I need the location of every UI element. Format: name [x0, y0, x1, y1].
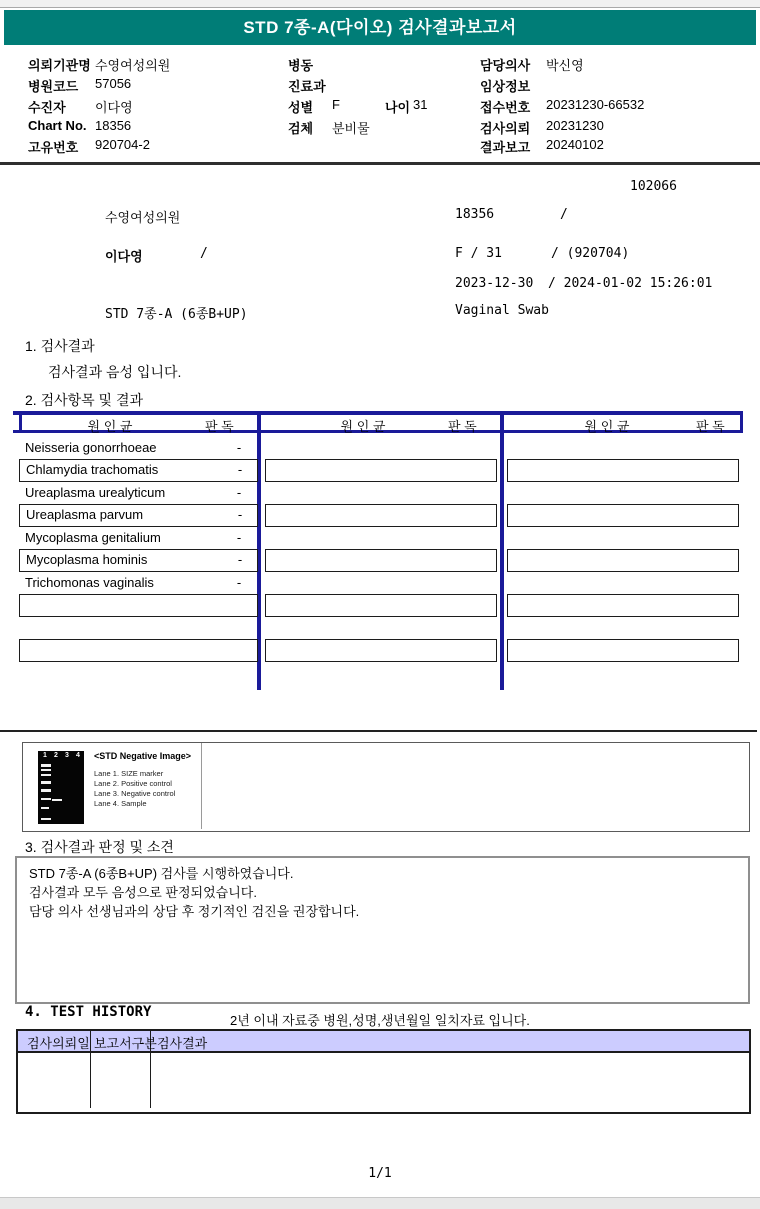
finding-line: 검사결과 모두 음성으로 판정되었습니다. — [29, 885, 257, 900]
findings-box — [15, 856, 750, 1004]
field-label: 고유번호 — [28, 140, 79, 155]
organism-name: Ureaplasma urealyticum — [25, 485, 166, 500]
history-header-result: 검사결과 — [157, 1036, 208, 1051]
gel-band — [41, 798, 51, 800]
field-value: 박신영 — [546, 58, 584, 73]
field-label: 접수번호 — [480, 100, 531, 115]
gel-band — [41, 781, 51, 784]
gel-lane-legend: Lane 2. Positive control — [94, 779, 172, 788]
gel-band — [52, 799, 62, 801]
field-label: 수진자 — [28, 100, 66, 115]
result-row-empty — [507, 594, 739, 617]
summary-birth: / (920704) — [551, 246, 630, 261]
section3-title: 3. 검사결과 판정 및 소견 — [25, 839, 174, 855]
result-table-header-left-edge — [19, 411, 22, 433]
report-title: STD 7종-A(다이오) 검사결과보고서 — [4, 10, 756, 45]
organism-header: 원 인 균 — [340, 419, 386, 434]
history-table — [16, 1029, 751, 1114]
field-value: 이다영 — [95, 100, 133, 115]
section1-title: 1. 검사결과 — [25, 338, 95, 354]
field-value: 20231230 — [546, 118, 604, 133]
result-row-empty — [265, 594, 497, 617]
organism-name: Chlamydia trachomatis — [26, 462, 159, 477]
summary-chart-no: 18356 — [455, 207, 495, 222]
result-row — [19, 504, 258, 527]
result-row-empty — [265, 459, 497, 482]
summary-clinic: 수영여성의원 — [105, 211, 181, 226]
gel-lane-number: 4 — [76, 752, 80, 759]
gel-lane-legend: Lane 1. SIZE marker — [94, 769, 164, 778]
result-row — [19, 459, 258, 482]
result-row — [19, 549, 258, 572]
field-label: 검체 — [288, 121, 314, 136]
summary-chart-sep: / — [560, 207, 568, 222]
field-value: F — [332, 97, 340, 112]
result-row-empty — [265, 549, 497, 572]
result-table-top-rule — [13, 411, 743, 415]
history-header-date: 검사의뢰일 — [27, 1036, 90, 1051]
gel-band — [41, 774, 51, 776]
organism-name: Ureaplasma parvum — [26, 507, 144, 522]
field-label: 나이 — [385, 100, 411, 115]
gel-lane-legend: Lane 3. Negative control — [94, 789, 176, 798]
result-value: - — [236, 485, 242, 500]
window-top-edge — [0, 0, 760, 8]
gel-band — [41, 789, 51, 792]
field-label: 성별 — [288, 100, 314, 115]
field-label: 임상정보 — [480, 79, 531, 94]
result-row-empty — [265, 639, 497, 662]
field-label: Chart No. — [28, 118, 87, 133]
history-col-divider — [90, 1031, 91, 1108]
section1-result-text: 검사결과 음성 입니다. — [48, 364, 182, 380]
summary-report-datetime: / 2024-01-02 15:26:01 — [548, 276, 713, 291]
field-label: 검사의뢰 — [480, 121, 531, 136]
window-bottom-edge — [0, 1197, 760, 1209]
gel-lane-number: 1 — [43, 752, 47, 759]
result-row — [19, 482, 256, 503]
result-value: - — [236, 440, 242, 455]
field-value: 57056 — [95, 76, 132, 91]
field-value: 18356 — [95, 118, 132, 133]
gel-band — [41, 769, 51, 771]
field-label: 의뢰기관명 — [28, 58, 91, 73]
gel-band — [41, 764, 51, 767]
result-header: 판 독 — [696, 419, 725, 434]
organism-header: 원 인 균 — [87, 419, 133, 434]
result-row-empty — [19, 639, 258, 662]
field-value: 20231230-66532 — [546, 97, 645, 112]
summary-request-date: 2023-12-30 — [455, 276, 534, 291]
organism-header: 원 인 균 — [584, 419, 630, 434]
field-value: 수영여성의원 — [95, 58, 171, 73]
section2-title: 2. 검사항목 및 결과 — [25, 392, 144, 408]
summary-sex-age: F / 31 — [455, 246, 502, 261]
field-label: 병원코드 — [28, 79, 79, 94]
result-header: 판 독 — [448, 419, 477, 434]
organism-name: Neisseria gonorrhoeae — [25, 440, 157, 455]
summary-test-name: STD 7종-A (6종B+UP) — [105, 307, 248, 322]
gel-image-title: <STD Negative Image> — [94, 751, 192, 761]
field-label: 결과보고 — [480, 140, 531, 155]
gel-band — [41, 818, 51, 820]
reference-number: 102066 — [630, 179, 677, 194]
result-row — [19, 527, 256, 548]
result-row — [19, 437, 256, 458]
result-value: - — [236, 530, 242, 545]
gel-image-panel — [22, 742, 750, 832]
result-row — [19, 572, 256, 593]
finding-line: 담당 의사 선생님과의 상담 후 정기적인 검진을 권장합니다. — [29, 904, 360, 919]
section4-title: 4. TEST HISTORY — [25, 1004, 152, 1020]
field-value: 분비물 — [332, 121, 370, 136]
finding-line: STD 7종-A (6종B+UP) 검사를 시행하였습니다. — [29, 866, 294, 881]
field-label: 담당의사 — [480, 58, 531, 73]
result-row-empty — [265, 504, 497, 527]
history-header-type: 보고서구분 — [94, 1036, 157, 1051]
result-table-header-right-edge — [740, 411, 743, 433]
summary-patient-name: 이다영 — [105, 250, 143, 265]
summary-specimen: Vaginal Swab — [455, 303, 549, 318]
result-row-empty — [507, 504, 739, 527]
organism-name: Trichomonas vaginalis — [25, 575, 154, 590]
gel-panel-divider — [201, 743, 202, 829]
history-note: 2년 이내 자료중 병원,성명,생년월일 일치자료 입니다. — [230, 1013, 530, 1028]
field-label: 진료과 — [288, 79, 326, 94]
result-row-empty — [507, 459, 739, 482]
organism-name: Mycoplasma genitalium — [25, 530, 161, 545]
result-row-empty — [507, 549, 739, 572]
gel-lane-number: 2 — [54, 752, 58, 759]
field-label: 병동 — [288, 58, 314, 73]
result-value: - — [237, 507, 243, 522]
gel-electrophoresis-image — [38, 751, 84, 824]
gel-section-top-rule — [0, 730, 757, 732]
result-header: 판 독 — [205, 419, 234, 434]
summary-patient-sep: / — [200, 246, 208, 261]
field-value: 920704-2 — [95, 137, 150, 152]
gel-band — [41, 807, 49, 809]
field-value: 31 — [413, 97, 428, 112]
result-value: - — [237, 462, 243, 477]
result-row-empty — [19, 594, 258, 617]
section-divider-line — [0, 162, 760, 165]
organism-name: Mycoplasma hominis — [26, 552, 148, 567]
result-value: - — [237, 552, 243, 567]
result-row-empty — [507, 639, 739, 662]
result-table-col-divider — [500, 411, 504, 690]
page-number: 1/1 — [368, 1166, 392, 1181]
result-value: - — [236, 575, 242, 590]
gel-lane-legend: Lane 4. Sample — [94, 799, 147, 808]
gel-lane-number: 3 — [65, 752, 69, 759]
field-value: 20240102 — [546, 137, 604, 152]
